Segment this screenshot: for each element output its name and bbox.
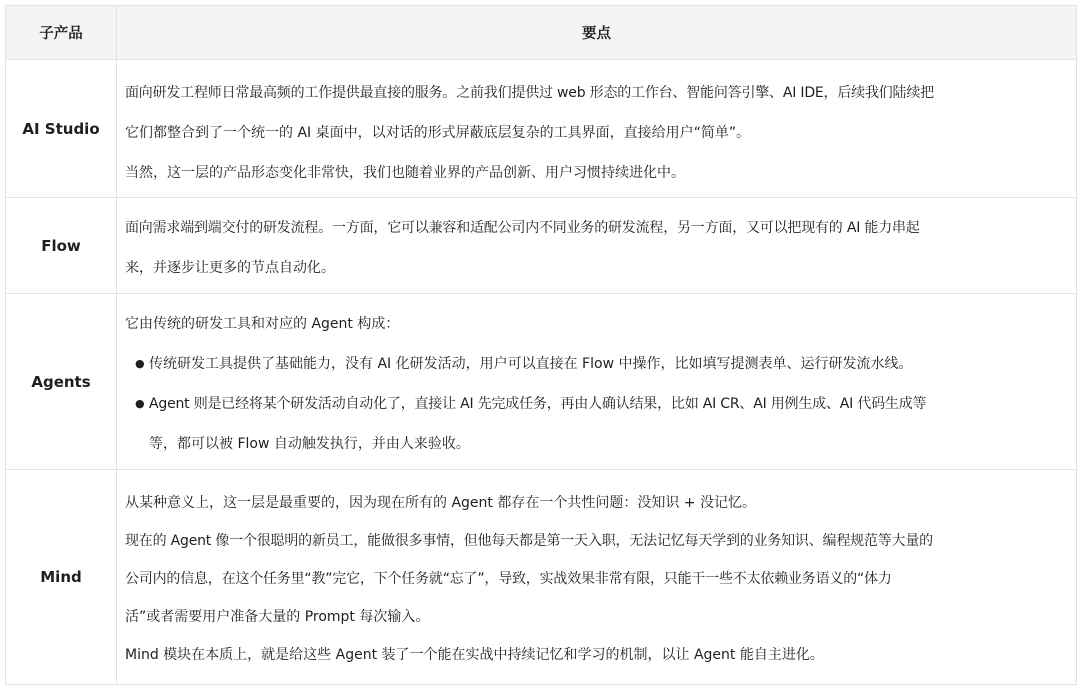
text-line: Agent 则是已经将某个研发活动自动化了，直接让 AI 先完成任务，再由人确认结果，比如 AI CR、AI 用例生成、AI 代码生成等 [149, 396, 927, 412]
text-line: 它们都整合到了一个统一的 AI 桌面中，以对话的形式屏蔽底层复杂的工具界面，直接给用户“简单”。 [125, 125, 751, 141]
row-content-mind [117, 470, 1077, 685]
product-table-container [5, 5, 1076, 685]
text-line: 当然，这一层的产品形态变化非常快，我们也随着业界的产品创新、用户习惯持续进化中。 [125, 165, 685, 181]
list-item [125, 337, 1066, 377]
table-row [6, 60, 1077, 198]
row-name-ai-studio: AI Studio [6, 60, 117, 198]
agents-intro: 它由传统的研发工具和对应的 Agent 构成： [125, 316, 400, 332]
text-line: 公司内的信息，在这个任务里“教”完它，下个任务就“忘了”，导致，实战效果非常有限，只能干一些不太依赖业务语义的“体力 [125, 570, 892, 587]
text-line: 面向研发工程师日常最高频的工作提供最直接的服务。之前我们提供过 web 形态的工作台、智能问答引擎、AI IDE，后续我们陆续把 [125, 85, 934, 101]
text-line: Mind 模块在本质上，就是给这些 Agent 装了一个能在实战中持续记忆和学习的机制，以让 Agent 能自主进化。 [125, 646, 824, 663]
product-table [5, 5, 1077, 685]
row-name-mind: Mind [6, 470, 117, 685]
row-content-flow [117, 198, 1077, 294]
table-row [6, 470, 1077, 685]
text-line: 活”或者需要用户准备大量的 Prompt 每次输入。 [125, 608, 430, 625]
text-line: 现在的 Agent 像一个很聪明的新员工，能做很多事情，但他每天都是第一天入职，无法记忆每天学到的业务知识、编程规范等大量的 [125, 532, 933, 549]
bullet-icon: ● [135, 397, 145, 410]
table-header-row [6, 6, 1077, 60]
text-line: 从某种意义上，这一层是最重要的，因为现在所有的 Agent 都存在一个共性问题：没知识 + 没记忆。 [125, 494, 756, 511]
header-product: 子产品 [6, 6, 117, 60]
table-row [6, 198, 1077, 294]
row-name-flow: Flow [6, 198, 117, 294]
text-line: 等，都可以被 Flow 自动触发执行，并由人来验收。 [149, 436, 470, 452]
text-line: 面向需求端到端交付的研发流程。一方面，它可以兼容和适配公司内不同业务的研发流程，另一方面，又可以把现有的 AI 能力串起 [125, 220, 920, 236]
list-item [125, 377, 1066, 457]
row-content-agents [117, 294, 1077, 470]
row-name-agents: Agents [6, 294, 117, 470]
text-line: 传统研发工具提供了基础能力，没有 AI 化研发活动，用户可以直接在 Flow 中操作，比如填写提测表单、运行研发流水线。 [149, 356, 913, 372]
text-line: 来，并逐步让更多的节点自动化。 [125, 260, 335, 276]
header-key-points: 要点 [117, 6, 1077, 60]
bullet-icon: ● [135, 357, 145, 370]
table-row [6, 294, 1077, 470]
row-content-ai-studio [117, 60, 1077, 198]
